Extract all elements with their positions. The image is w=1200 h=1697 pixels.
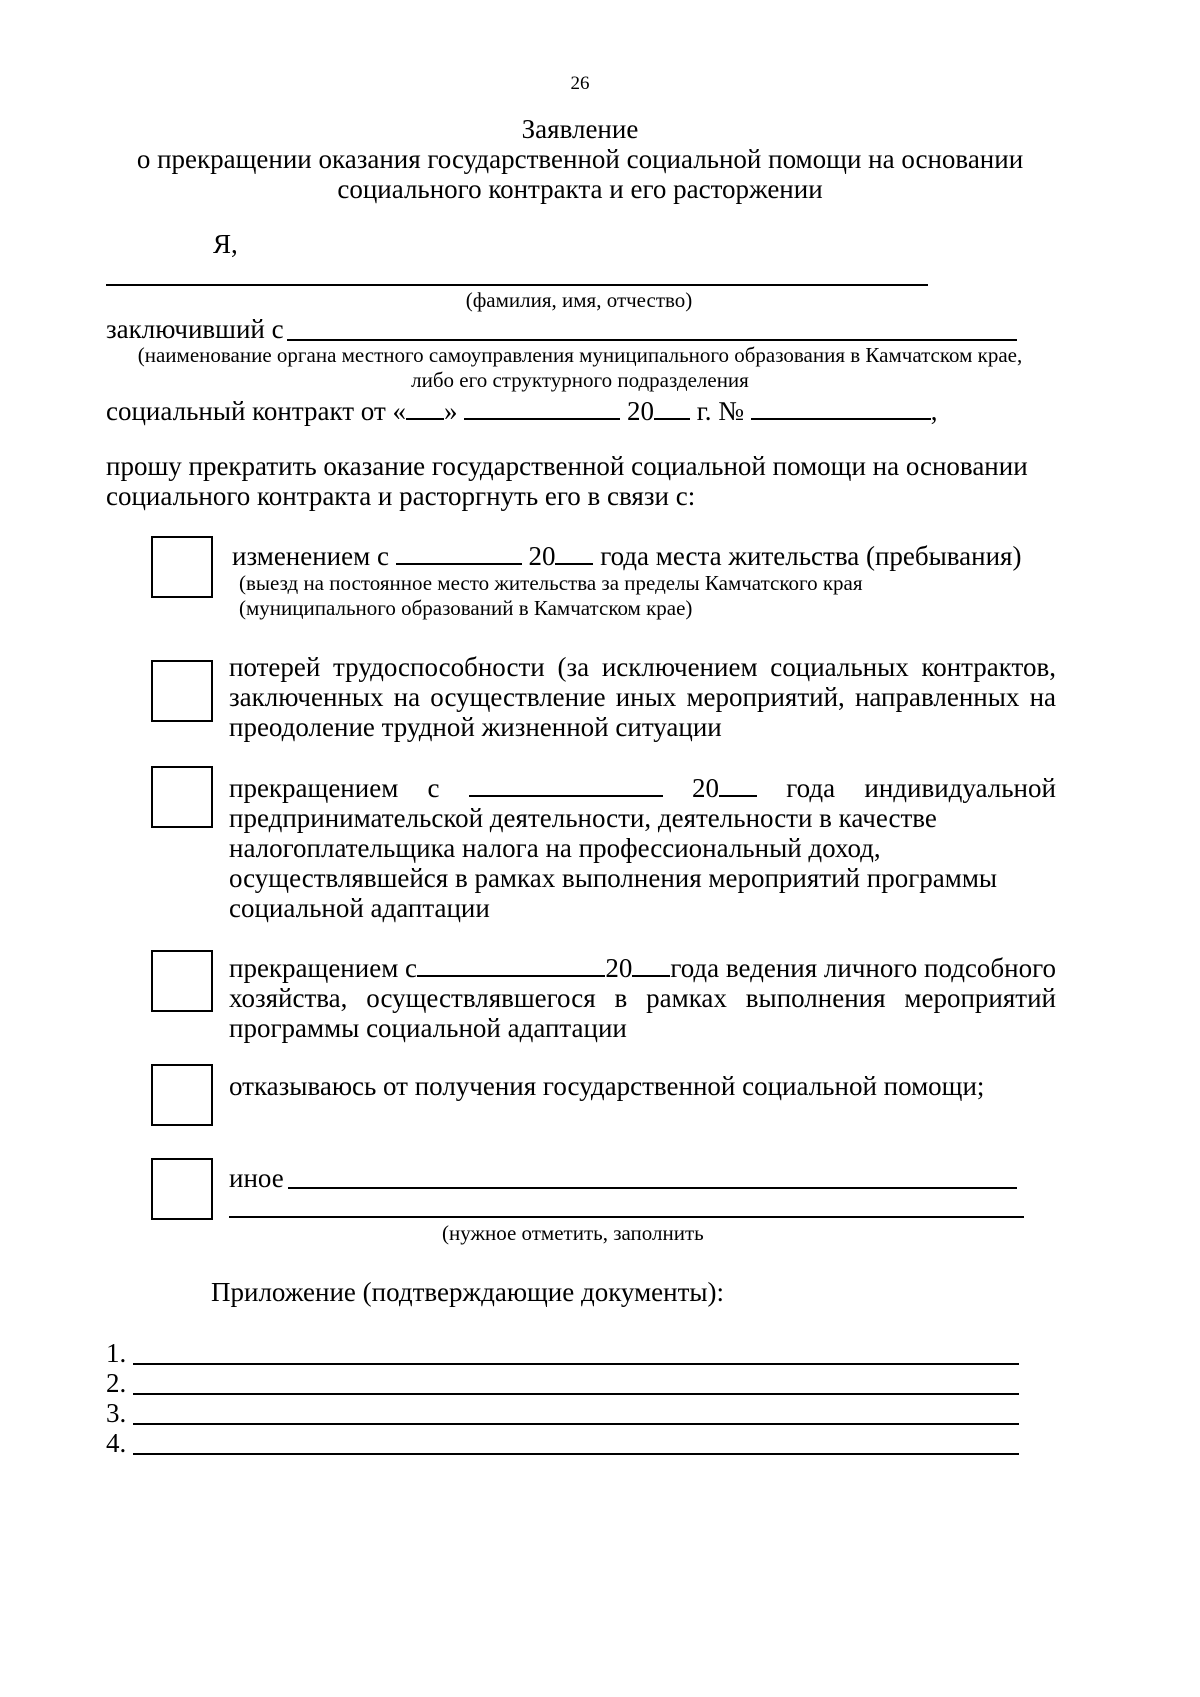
checkbox-business-termination[interactable] <box>151 766 213 828</box>
document-subtitle-line1: о прекращении оказания государственной социальной помощи на основании <box>136 144 1024 174</box>
option-business-line4: осуществлявшейся в рамках выполнения мероприятий программы <box>229 863 998 893</box>
option-business-line3: налогоплательщика налога на профессиональный доход, <box>229 833 881 863</box>
option-business-w1: прекращением <box>229 773 399 803</box>
option-business-w3: года <box>786 773 836 803</box>
name-field-line[interactable] <box>106 284 928 286</box>
attachment-line-2[interactable] <box>133 1393 1019 1395</box>
option-relocation-note1: (выезд на постоянное место жительства за пределы Камчатского края <box>239 571 863 595</box>
request-line2: социального контракта и расторгнуть его в связи с: <box>106 481 696 511</box>
options-caption: (нужное отметить, заполнить <box>442 1221 704 1245</box>
contract-year-suffix: г. № <box>696 396 745 426</box>
org-field-line[interactable] <box>287 339 1017 341</box>
contract-label: социальный контракт от « <box>106 396 406 426</box>
option-farm-year: 20 <box>605 953 633 983</box>
option-business-w4: индивидуальной <box>864 773 1056 803</box>
option-refusal-text: отказываюсь от получения государственной социальной помощи; <box>229 1071 985 1101</box>
option-business-w2: с <box>427 773 440 803</box>
page-number: 26 <box>570 73 590 94</box>
relocation-date-field[interactable] <box>396 541 522 565</box>
contract-day-field[interactable] <box>406 396 444 420</box>
option-relocation-year: 20 <box>528 541 556 571</box>
option-business-year: 20 <box>692 773 720 803</box>
attachment-line-1[interactable] <box>133 1363 1019 1365</box>
checkbox-farm-termination[interactable] <box>151 950 213 1012</box>
option-business-line1 <box>229 772 1056 804</box>
option-relocation-prefix: изменением с <box>232 541 389 571</box>
contract-month-field[interactable] <box>464 396 620 420</box>
farm-date-field[interactable] <box>417 953 605 977</box>
option-relocation-note2: (муниципального образований в Камчатском крае) <box>239 596 693 620</box>
contract-date-row <box>106 395 938 427</box>
contracted-with-label: заключивший с <box>106 314 284 344</box>
option-disability-line2: заключенных на осуществление иных мероприятий, направленных на <box>229 682 1056 712</box>
option-other-label: иное <box>229 1163 284 1193</box>
option-business-line2: предпринимательской деятельности, деятельности в качестве <box>229 803 937 833</box>
document-title: Заявление <box>521 114 639 144</box>
name-caption: (фамилия, имя, отчество) <box>465 288 693 312</box>
option-disability-line1: потерей трудоспособности (за исключением социальных контрактов, <box>229 652 1056 682</box>
business-date-field[interactable] <box>469 773 663 797</box>
checkbox-disability[interactable] <box>151 660 213 722</box>
attachment-number-1: 1. <box>106 1338 127 1368</box>
option-relocation-suffix: года места жительства (пребывания) <box>600 541 1022 571</box>
attachment-line-4[interactable] <box>133 1453 1019 1455</box>
contract-number-field[interactable] <box>751 396 931 420</box>
option-disability-line3: преодоление трудной жизненной ситуации <box>229 712 722 742</box>
request-line1: прошу прекратить оказание государственной социальной помощи на основании <box>106 451 1028 481</box>
attachment-number-2: 2. <box>106 1368 127 1398</box>
option-farm-line1 <box>229 952 1056 984</box>
checkbox-refusal[interactable] <box>151 1064 213 1126</box>
business-year-field[interactable] <box>719 773 757 797</box>
checkbox-relocation[interactable] <box>151 536 213 598</box>
contract-end: , <box>930 396 938 426</box>
applicant-intro: Я, <box>213 229 238 259</box>
document-subtitle-line2: социального контракта и его расторжении <box>337 174 823 204</box>
option-business-line5: социальной адаптации <box>229 893 490 923</box>
attachment-number-4: 4. <box>106 1428 127 1458</box>
option-farm-suffix: года ведения личного подсобного <box>670 953 1056 983</box>
contract-year-prefix: 20 <box>627 396 654 426</box>
contract-year-field[interactable] <box>654 396 690 420</box>
option-farm-line2: хозяйства, осуществлявшегося в рамках выполнения мероприятий <box>229 983 1056 1013</box>
checkbox-other[interactable] <box>151 1158 213 1220</box>
attachments-title: Приложение (подтверждающие документы): <box>211 1277 725 1307</box>
org-caption-line1: (наименование органа местного самоуправления муниципального образования в Камчатском крае, <box>137 343 1023 367</box>
other-field-line1[interactable] <box>288 1187 1017 1189</box>
option-relocation-line1 <box>232 540 1021 572</box>
farm-year-field[interactable] <box>632 953 670 977</box>
option-farm-line3: программы социальной адаптации <box>229 1013 627 1043</box>
attachment-line-3[interactable] <box>133 1423 1019 1425</box>
contract-quote-close: » <box>444 396 458 426</box>
other-field-line2[interactable] <box>229 1216 1024 1218</box>
org-caption-line2: либо его структурного подразделения <box>411 368 749 392</box>
relocation-year-field[interactable] <box>555 541 593 565</box>
attachment-number-3: 3. <box>106 1398 127 1428</box>
option-farm-prefix: прекращением с <box>229 953 418 983</box>
